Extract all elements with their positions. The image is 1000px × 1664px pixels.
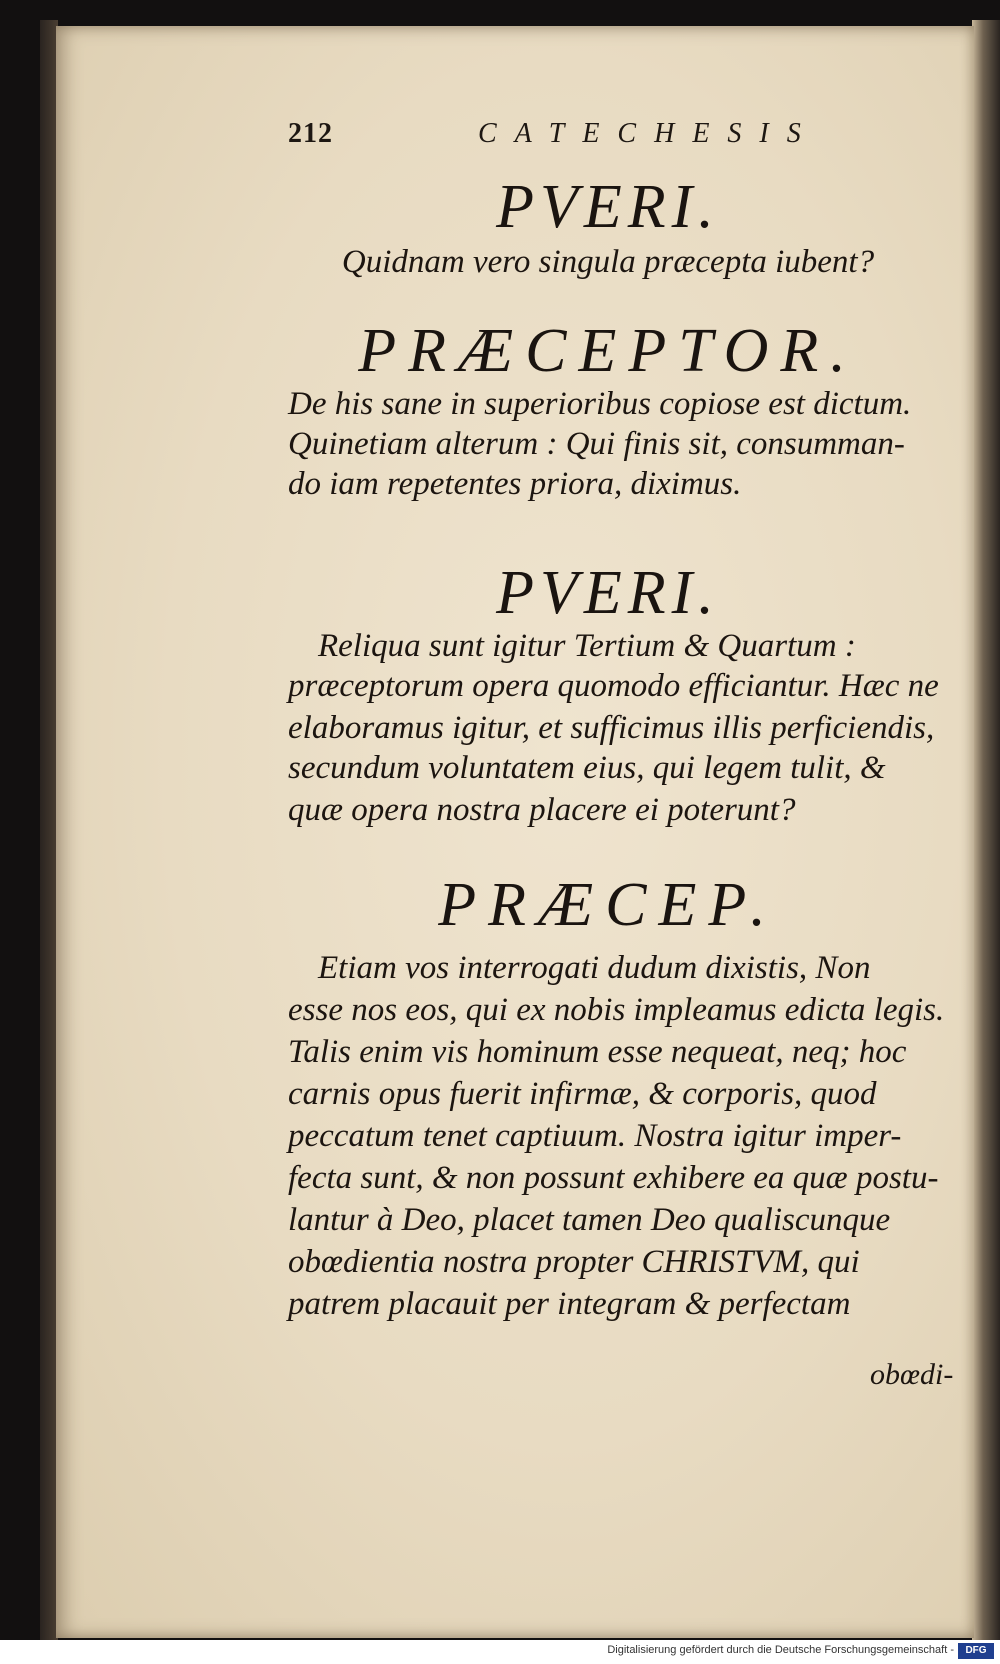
text-line: Quidnam vero singula præcepta iubent? bbox=[341, 244, 875, 280]
text-line: quæ opera nostra placere ei poterunt? bbox=[288, 792, 796, 828]
text-line: esse nos eos, qui ex nobis impleamus edicta legis. bbox=[288, 992, 945, 1028]
text-line: elaboramus igitur, et sufficimus illis perficiendis, bbox=[288, 710, 935, 746]
speaker-heading: PRÆCEP. bbox=[438, 871, 778, 939]
text-line: lantur à Deo, placet tamen Deo qualiscunque bbox=[288, 1202, 891, 1238]
speaker-heading: PVERI. bbox=[496, 173, 720, 241]
text-line: obœdientia nostra propter CHRISTVM, qui bbox=[288, 1244, 860, 1280]
page-fore-edge bbox=[972, 20, 1000, 1640]
text-line: patrem placauit per integram & perfectam bbox=[288, 1286, 851, 1322]
catchword: obœdi- bbox=[870, 1358, 954, 1391]
footer-credit: Digitalisierung gefördert durch die Deutsche Forschungsgemeinschaft - bbox=[607, 1644, 954, 1656]
page-number: 212 bbox=[288, 118, 333, 149]
running-title: CATECHESIS bbox=[478, 118, 819, 149]
text-line: Quinetiam alterum : Qui finis sit, consumman- bbox=[288, 426, 905, 462]
dfg-logo-icon: DFG bbox=[958, 1643, 994, 1659]
running-head bbox=[288, 118, 848, 158]
text-line: carnis opus fuerit infirmæ, & corporis, quod bbox=[288, 1076, 877, 1112]
text-line: Reliqua sunt igitur Tertium & Quartum : bbox=[318, 628, 856, 664]
text-line: peccatum tenet captiuum. Nostra igitur imper- bbox=[288, 1118, 902, 1154]
speaker-heading: PVERI. bbox=[496, 559, 720, 627]
text-line: præceptorum opera quomodo efficiantur. Hæc ne bbox=[288, 668, 939, 704]
text-line: fecta sunt, & non possunt exhibere ea quæ postu- bbox=[288, 1160, 939, 1196]
text-line: Talis enim vis hominum esse nequeat, neq; hoc bbox=[288, 1034, 907, 1070]
speaker-heading: PRÆCEPTOR. bbox=[358, 317, 858, 385]
text-line: De his sane in superioribus copiose est dictum. bbox=[288, 386, 912, 422]
footer-bar bbox=[0, 1640, 1000, 1664]
text-line: Etiam vos interrogati dudum dixistis, Non bbox=[318, 950, 871, 986]
text-line: secundum voluntatem eius, qui legem tulit, & bbox=[288, 750, 886, 786]
text-line: do iam repetentes priora, diximus. bbox=[288, 466, 742, 502]
